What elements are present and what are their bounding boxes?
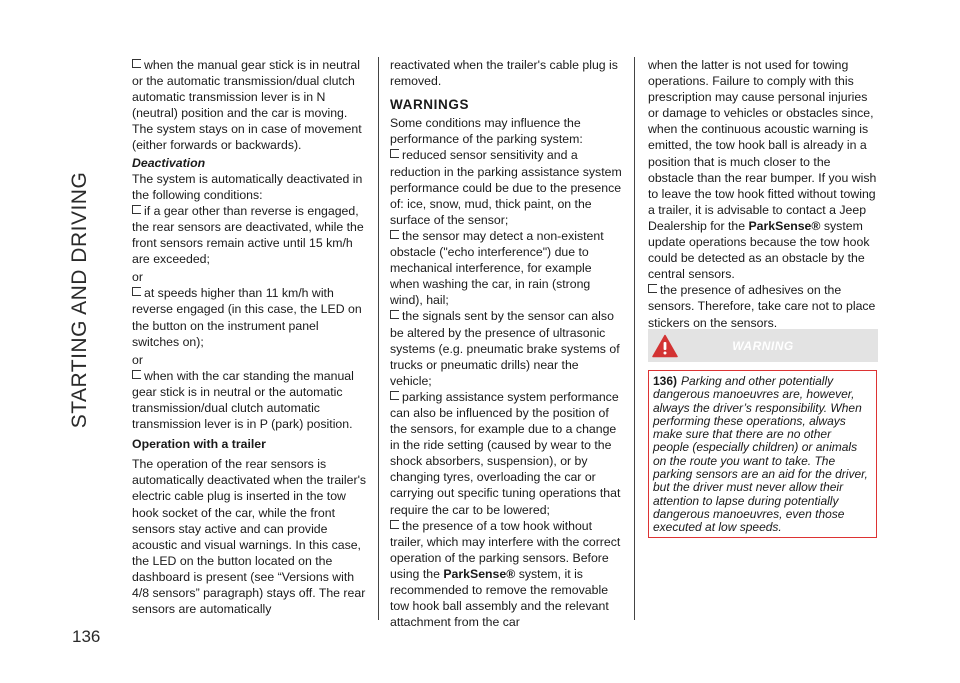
bullet-item: parking assistance system performance can also be influenced by the position of the sensors, for example due to a change in the ride setting (caused by wear to the shock absorbers, suspension), or by changing tyres, overloading the car or carrying out specific tuning operations that require the car to be lowered; <box>390 389 621 517</box>
paragraph: The system is automatically deactivated in the following conditions: <box>132 171 363 202</box>
bullet-item: the sensor may detect a non-existent obstacle ("echo interference") due to mechanical interference, for example when washing the car, in rain (strong wind), hail; <box>390 228 604 308</box>
or-text: or <box>132 270 143 285</box>
warning-box <box>648 370 877 538</box>
bracket-bullet-icon <box>390 520 399 529</box>
bracket-bullet-icon <box>132 370 141 379</box>
page-number: 136 <box>72 627 101 646</box>
bullet-item: if a gear other than reverse is engaged, the rear sensors are deactivated, while the front sensors remain active until 15 km/h are exceeded; <box>132 203 364 267</box>
bullet-item: when the manual gear stick is in neutral or the automatic transmission/dual clutch automatic transmission lever is in N (neutral) position and the car is moving. The system stays on in case of movement (either forwards or backwards). <box>132 58 362 153</box>
bracket-bullet-icon <box>648 284 657 293</box>
subheading-trailer: Operation with a trailer <box>132 437 266 452</box>
paragraph: reactivated when the trailer's cable plug is removed. <box>390 58 618 89</box>
bracket-bullet-icon <box>132 287 141 296</box>
brand-name: ParkSense® <box>443 566 516 581</box>
bullet-item: the presence of a tow hook without trailer, which may interfere with the correct operation of the parking sensors. Before using the ParkSense® system, it is recommended to remove the removable tow hook ball assembly and the relevant attachment from the car <box>390 518 621 630</box>
column-1 <box>132 57 368 617</box>
column-2 <box>390 57 622 630</box>
bracket-bullet-icon <box>132 59 141 68</box>
bracket-bullet-icon <box>390 310 399 319</box>
brand-name: ParkSense® <box>748 218 821 233</box>
bracket-bullet-icon <box>390 149 399 158</box>
warning-text: Parking and other potentially dangerous manoeuvres are, however, always the driver’s responsibility. When performing these operations, always make sure that there are no other people (especially children) or animals on the route you want to take. The parking sensors are an aid for the driver, but the driver must never allow their attention to lapse during potentially dangerous manoeuvres, even those executed at low speeds. <box>653 374 868 535</box>
or-text: or <box>132 352 143 367</box>
column-divider <box>634 57 635 620</box>
bracket-bullet-icon <box>132 205 141 214</box>
bullet-item: the signals sent by the sensor can also be altered by the presence of ultrasonic systems (e.g. pneumatic brake systems of trucks or pneumatic drills) near the vehicle; <box>390 309 620 388</box>
bullet-item: when with the car standing the manual gear stick is in neutral or the automatic transmission/dual clutch automatic transmission lever is in P (park) position. <box>132 368 354 432</box>
bullet-item: the presence of adhesives on the sensors. Therefore, take care not to place stickers on the sensors. <box>648 283 876 330</box>
subheading-deactivation: Deactivation <box>132 155 206 170</box>
column-3 <box>648 57 878 331</box>
bracket-bullet-icon <box>390 230 399 239</box>
warnings-heading: WARNINGS <box>390 97 470 113</box>
bracket-bullet-icon <box>390 391 399 400</box>
paragraph: The operation of the rear sensors is automatically deactivated when the trailer's electric cable plug is inserted in the tow hook socket of the car, while the front sensors stay active and can provide acoustic and visual warnings. In this case, the LED on the button located on the dashboard is present (see “Versions with 4/8 sensors” paragraph) stays off. The rear sensors are automatically <box>132 457 367 617</box>
warning-label: WARNING <box>732 339 794 353</box>
paragraph: Some conditions may influence the performance of the parking system: <box>390 116 583 147</box>
paragraph: when the latter is not used for towing operations. Failure to comply with this prescription may cause personal injuries or damage to vehicles or obstacles since, when the continuous acoustic warning is emitted, the tow hook ball is already in a position that is much closer to the obstacle than the rear bumper. If you wish to leave the tow hook fitted without towing a trailer, it is advisable to contact a Jeep Dealership for the ParkSense® system update operations because the tow hook could be detected as an obstacle by the central sensors. <box>648 58 877 282</box>
column-divider <box>378 57 379 620</box>
bullet-item: at speeds higher than 11 km/h with reverse engaged (in this case, the LED on the button on the instrument panel switches on); <box>132 286 362 349</box>
warning-header <box>648 329 878 362</box>
warning-number: 136) <box>653 374 678 388</box>
bullet-item: reduced sensor sensitivity and a reduction in the parking assistance system performance could be due to the presence of: ice, snow, mud, thick paint, on the surface of the sensor; <box>390 148 622 227</box>
